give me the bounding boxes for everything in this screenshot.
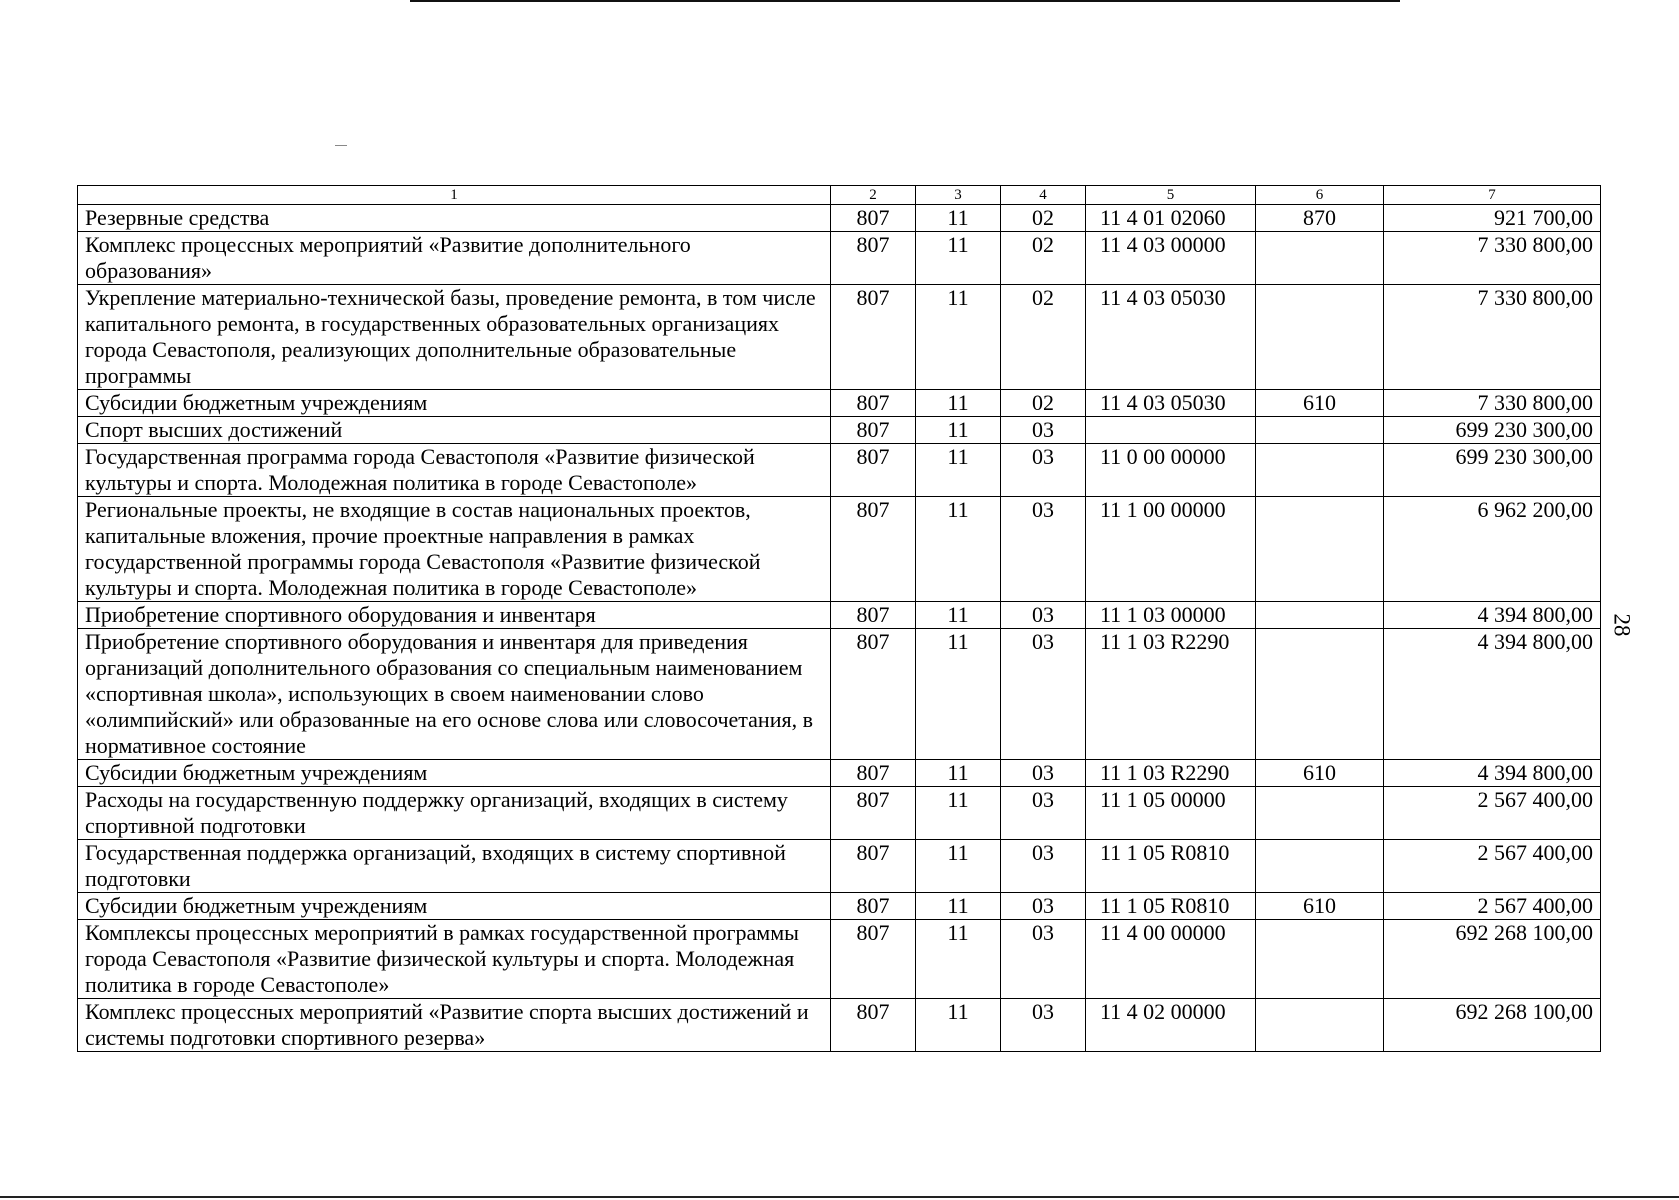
row-name-cell: Субсидии бюджетным учреждениям: [78, 390, 831, 417]
table-row: [78, 760, 1601, 787]
row-col2-cell: 807: [831, 893, 916, 920]
row-col7-cell: 6 962 200,00: [1384, 497, 1601, 602]
row-col6-cell: [1256, 285, 1384, 390]
row-col3-cell: 11: [916, 444, 1001, 497]
row-col6-cell: [1256, 999, 1384, 1052]
row-col6-cell: [1256, 232, 1384, 285]
row-name-cell: Государственная программа города Севастополя «Развитие физической культуры и спорта. Молодежная политика в городе Севастополе»: [78, 444, 831, 497]
row-col2-cell: 807: [831, 232, 916, 285]
row-col6-cell: [1256, 920, 1384, 999]
header-col-2: 2: [831, 186, 916, 205]
row-col6-cell: [1256, 417, 1384, 444]
row-col5-cell: 11 1 05 R0810: [1086, 893, 1256, 920]
row-col6-cell: 610: [1256, 390, 1384, 417]
row-col2-cell: 807: [831, 787, 916, 840]
table-row: [78, 999, 1601, 1052]
row-col5-cell: 11 4 02 00000: [1086, 999, 1256, 1052]
row-col5-cell: 11 1 03 R2290: [1086, 760, 1256, 787]
row-col7-cell: 699 230 300,00: [1384, 417, 1601, 444]
budget-table: [77, 185, 1601, 1052]
row-col2-cell: 807: [831, 840, 916, 893]
table-row: [78, 893, 1601, 920]
row-col3-cell: 11: [916, 390, 1001, 417]
row-col2-cell: 807: [831, 285, 916, 390]
row-name-cell: Субсидии бюджетным учреждениям: [78, 893, 831, 920]
header-col-4: 4: [1001, 186, 1086, 205]
header-col-5: 5: [1086, 186, 1256, 205]
row-col5-cell: 11 1 00 00000: [1086, 497, 1256, 602]
row-col2-cell: 807: [831, 602, 916, 629]
row-col4-cell: 03: [1001, 444, 1086, 497]
row-col4-cell: 02: [1001, 285, 1086, 390]
row-name-cell: Субсидии бюджетным учреждениям: [78, 760, 831, 787]
page-number: 28: [1609, 613, 1635, 637]
table-row: [78, 205, 1601, 232]
row-col6-cell: 610: [1256, 760, 1384, 787]
row-name-cell: Комплексы процессных мероприятий в рамках государственной программы города Севастополя «Развитие физической культуры и спорта. Молодежная политика в городе Севастополе»: [78, 920, 831, 999]
row-col3-cell: 11: [916, 205, 1001, 232]
table-row: [78, 629, 1601, 760]
table-body: [78, 205, 1601, 1052]
row-col4-cell: 02: [1001, 205, 1086, 232]
row-name-cell: Приобретение спортивного оборудования и инвентаря: [78, 602, 831, 629]
row-col4-cell: 03: [1001, 417, 1086, 444]
row-col3-cell: 11: [916, 417, 1001, 444]
row-col6-cell: [1256, 629, 1384, 760]
row-col2-cell: 807: [831, 444, 916, 497]
scan-edge-bottom: [0, 1196, 1679, 1198]
row-col3-cell: 11: [916, 840, 1001, 893]
row-name-cell: Комплекс процессных мероприятий «Развитие спорта высших достижений и системы подготовки спортивного резерва»: [78, 999, 831, 1052]
row-col7-cell: 4 394 800,00: [1384, 602, 1601, 629]
row-col7-cell: 692 268 100,00: [1384, 920, 1601, 999]
row-name-cell: Спорт высших достижений: [78, 417, 831, 444]
header-row: [78, 186, 1601, 205]
table-row: [78, 787, 1601, 840]
table-row: [78, 840, 1601, 893]
row-col5-cell: 11 4 00 00000: [1086, 920, 1256, 999]
row-col3-cell: 11: [916, 920, 1001, 999]
table-row: [78, 390, 1601, 417]
row-col5-cell: 11 0 00 00000: [1086, 444, 1256, 497]
table-row: [78, 444, 1601, 497]
table-row: [78, 232, 1601, 285]
row-col6-cell: 870: [1256, 205, 1384, 232]
row-col5-cell: 11 1 03 00000: [1086, 602, 1256, 629]
table-row: [78, 920, 1601, 999]
table-row: [78, 602, 1601, 629]
table-header: [78, 186, 1601, 205]
row-col4-cell: 03: [1001, 893, 1086, 920]
row-col7-cell: 2 567 400,00: [1384, 787, 1601, 840]
header-col-7: 7: [1384, 186, 1601, 205]
row-col7-cell: 4 394 800,00: [1384, 629, 1601, 760]
row-col4-cell: 03: [1001, 787, 1086, 840]
row-col3-cell: 11: [916, 893, 1001, 920]
row-col5-cell: 11 1 05 00000: [1086, 787, 1256, 840]
table-row: [78, 497, 1601, 602]
table-row: [78, 285, 1601, 390]
row-col3-cell: 11: [916, 232, 1001, 285]
row-col2-cell: 807: [831, 417, 916, 444]
scan-speck: [335, 145, 347, 146]
row-col6-cell: 610: [1256, 893, 1384, 920]
row-col3-cell: 11: [916, 602, 1001, 629]
row-col3-cell: 11: [916, 787, 1001, 840]
row-col6-cell: [1256, 840, 1384, 893]
row-col2-cell: 807: [831, 390, 916, 417]
row-col4-cell: 03: [1001, 602, 1086, 629]
row-col6-cell: [1256, 787, 1384, 840]
row-col2-cell: 807: [831, 760, 916, 787]
row-col3-cell: 11: [916, 285, 1001, 390]
row-col6-cell: [1256, 497, 1384, 602]
row-col7-cell: 921 700,00: [1384, 205, 1601, 232]
row-col7-cell: 692 268 100,00: [1384, 999, 1601, 1052]
row-col7-cell: 2 567 400,00: [1384, 893, 1601, 920]
row-col5-cell: 11 4 03 00000: [1086, 232, 1256, 285]
row-col4-cell: 03: [1001, 497, 1086, 602]
row-col7-cell: 2 567 400,00: [1384, 840, 1601, 893]
header-col-3: 3: [916, 186, 1001, 205]
table-row: [78, 417, 1601, 444]
row-col5-cell: 11 4 03 05030: [1086, 285, 1256, 390]
row-col2-cell: 807: [831, 629, 916, 760]
row-name-cell: Укрепление материально-технической базы, проведение ремонта, в том числе капитального ремонта, в государственных образовательных организациях города Севастополя, реализующих дополнительные образовательные программы: [78, 285, 831, 390]
row-col5-cell: [1086, 417, 1256, 444]
row-col7-cell: 7 330 800,00: [1384, 285, 1601, 390]
row-col2-cell: 807: [831, 205, 916, 232]
row-col5-cell: 11 1 05 R0810: [1086, 840, 1256, 893]
row-col6-cell: [1256, 444, 1384, 497]
row-col7-cell: 7 330 800,00: [1384, 390, 1601, 417]
row-col4-cell: 03: [1001, 920, 1086, 999]
row-col4-cell: 03: [1001, 629, 1086, 760]
row-name-cell: Приобретение спортивного оборудования и инвентаря для приведения организаций дополнительного образования со специальным наименованием «спортивная школа», использующих в своем наименовании слово «олимпийский» или образованные на его основе слова или словосочетания, в нормативное состояние: [78, 629, 831, 760]
row-col5-cell: 11 4 01 02060: [1086, 205, 1256, 232]
row-name-cell: Комплекс процессных мероприятий «Развитие дополнительного образования»: [78, 232, 831, 285]
header-col-6: 6: [1256, 186, 1384, 205]
row-col3-cell: 11: [916, 497, 1001, 602]
row-col4-cell: 03: [1001, 840, 1086, 893]
row-col7-cell: 4 394 800,00: [1384, 760, 1601, 787]
row-col7-cell: 7 330 800,00: [1384, 232, 1601, 285]
row-col2-cell: 807: [831, 999, 916, 1052]
row-col6-cell: [1256, 602, 1384, 629]
row-col2-cell: 807: [831, 497, 916, 602]
row-col3-cell: 11: [916, 760, 1001, 787]
row-col4-cell: 03: [1001, 760, 1086, 787]
row-col2-cell: 807: [831, 920, 916, 999]
row-name-cell: Государственная поддержка организаций, входящих в систему спортивной подготовки: [78, 840, 831, 893]
row-col4-cell: 02: [1001, 390, 1086, 417]
header-col-1: 1: [78, 186, 831, 205]
row-col4-cell: 02: [1001, 232, 1086, 285]
scan-edge-top: [410, 0, 1400, 2]
row-col7-cell: 699 230 300,00: [1384, 444, 1601, 497]
row-name-cell: Резервные средства: [78, 205, 831, 232]
row-name-cell: Региональные проекты, не входящие в состав национальных проектов, капитальные вложения, прочие проектные направления в рамках государственной программы города Севастополя «Развитие физической культуры и спорта. Молодежная политика в городе Севастополе»: [78, 497, 831, 602]
row-col5-cell: 11 4 03 05030: [1086, 390, 1256, 417]
row-col3-cell: 11: [916, 629, 1001, 760]
row-col5-cell: 11 1 03 R2290: [1086, 629, 1256, 760]
row-name-cell: Расходы на государственную поддержку организаций, входящих в систему спортивной подготовки: [78, 787, 831, 840]
row-col4-cell: 03: [1001, 999, 1086, 1052]
row-col3-cell: 11: [916, 999, 1001, 1052]
